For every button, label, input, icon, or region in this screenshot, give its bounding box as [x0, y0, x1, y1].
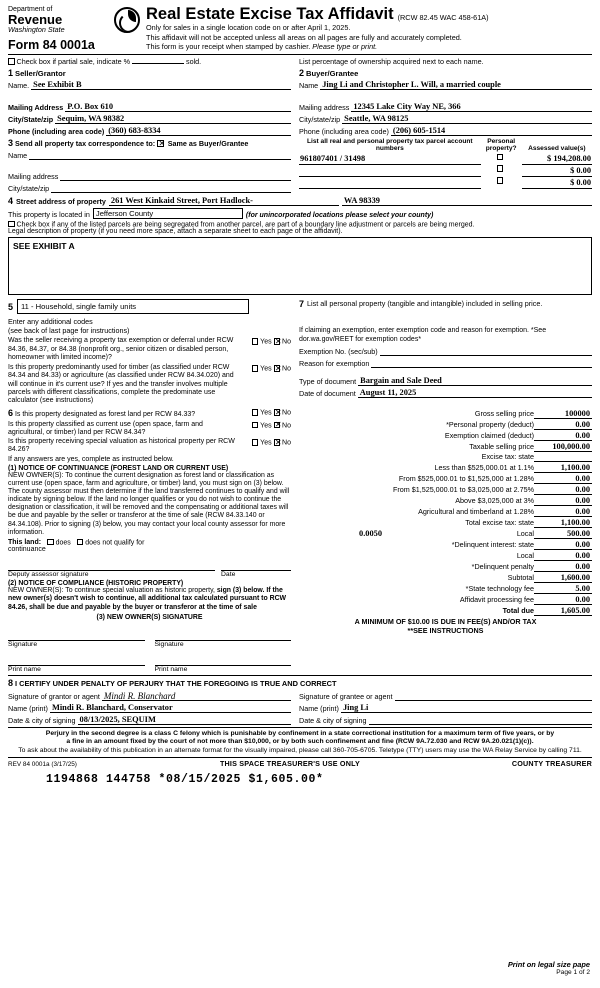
street-zip-input[interactable]: WA 98339	[342, 196, 592, 206]
money-label-1: *Personal property (deduct)	[446, 419, 534, 429]
table-row	[299, 561, 592, 572]
header-sub-3b: Please type or print.	[312, 41, 378, 51]
dept-line-3: Washington State	[8, 25, 65, 35]
historic-yes-checkbox[interactable]	[252, 439, 259, 446]
section-1-heading: Seller/Grantor	[15, 68, 66, 78]
section-8-certification	[8, 675, 592, 725]
table-row	[299, 484, 592, 495]
footer-block	[508, 960, 590, 976]
assessed-value-3[interactable]: $ 0.00	[522, 176, 592, 188]
new-owner-signature-1-label: Signature	[8, 640, 38, 648]
parcel-table	[299, 138, 592, 189]
table-row	[299, 528, 592, 539]
partial-sale-checkbox[interactable]	[8, 58, 15, 65]
see-instructions-note: **SEE INSTRUCTIONS	[407, 626, 484, 636]
same-as-buyer-checkbox[interactable]: ✕	[158, 139, 166, 149]
grantor-date-label: Date & city of signing	[8, 715, 76, 725]
buyer-name-label: Name	[299, 80, 319, 90]
money-label-17: Affidavit processing fee	[459, 594, 534, 604]
forest-land-question: Is this property designated as forest land per RCW 84.33?	[14, 411, 196, 419]
print-legal-note: Print on legal size pape	[507, 960, 590, 969]
document-date-input[interactable]: August 11, 2025	[358, 388, 592, 398]
deputy-assessor-date-input[interactable]	[221, 559, 291, 571]
use-code-note-1: Enter any additional codes	[8, 317, 93, 327]
perjury-line-1a: Perjury in the second degree is a class C felony which is punishable by confinement in a state correctional institution for a maximum term of five years, or by	[45, 729, 555, 737]
table-row	[299, 473, 592, 484]
buyer-city-input[interactable]: Seattle, WA 98125	[342, 114, 592, 124]
street-address-label: Street address of property	[16, 196, 106, 206]
buyer-name-input[interactable]: Jing Li and Christopher L. Will, a married couple	[320, 80, 592, 90]
corr-name-input[interactable]	[29, 150, 291, 160]
money-value-11[interactable]: 500.00	[534, 528, 592, 539]
notice-continuance-title: (1) NOTICE OF CONTINUANCE (FOREST LAND OR CURRENT USE)	[8, 464, 229, 472]
notice-compliance-body-a: NEW OWNER(S): To continue special valuation as historic property,	[8, 587, 217, 595]
this-land-label: This land:	[8, 538, 42, 546]
money-value-0[interactable]: 100000	[534, 408, 592, 419]
seller-phone-label: Phone (including area code)	[8, 126, 105, 136]
section-4-street-address	[8, 196, 592, 296]
continuance-word: continuance	[8, 546, 46, 554]
dept-line-2: Revenue	[8, 12, 63, 28]
section-3-heading: Send all property tax correspondence to:	[15, 138, 156, 148]
table-row	[299, 164, 592, 176]
legal-description-note: Legal description of property (if you need more space, attach a separate sheet to each page of the affidavit).	[8, 228, 343, 236]
ownership-note: List percentage of ownership acquired next to each name.	[299, 56, 484, 66]
corr-city-label: City/state/zip	[8, 183, 50, 193]
land-does-checkbox[interactable]	[47, 539, 54, 546]
forest-land-no-checkbox[interactable]: ✕	[274, 408, 282, 418]
grantor-signature-label: Signature of grantor or agent	[8, 691, 100, 701]
located-in-note: (for unincorporated locations please select your county)	[245, 211, 434, 219]
money-value-6[interactable]: 0.00	[534, 473, 592, 484]
new-owner-print-1-input[interactable]	[8, 654, 145, 666]
deputy-assessor-signature-label: Deputy assessor signature	[8, 571, 89, 579]
treasurer-stamp: 1194868 144758 *08/15/2025 $1,605.00*	[46, 773, 324, 787]
deputy-assessor-signature-input[interactable]	[8, 559, 215, 571]
money-value-17[interactable]: 0.00	[534, 594, 592, 605]
exemption-instruction: If claiming an exemption, enter exemption code and reason for exemption. *See dor.wa.gov/REET for exemption codes*	[299, 327, 547, 343]
land-not-qualify-checkbox[interactable]	[77, 539, 84, 546]
table-row	[299, 419, 592, 430]
parcel-number-3[interactable]	[299, 176, 481, 188]
money-label-13: Local	[516, 550, 534, 560]
grantor-signature-input[interactable]: Mindi R. Blanchard	[102, 691, 291, 701]
section-1-number: 1	[8, 67, 14, 78]
current-use-question: Is this property classified as current use (open space, farm and agricultural, or timber) land per RCW 84.34?	[8, 420, 203, 436]
notice-compliance-body-b: sign (3) below. If the new owner(s) doesn't wish to continue, all additional tax calculated pursuant to RCW 84.26, shall be due and payable by the buyer or transferor at the time of sale	[8, 587, 287, 611]
section-4-number: 4	[8, 195, 14, 206]
land-not-qualify-label: does not qualify for	[85, 539, 145, 547]
timber-agriculture-question: Is this property predominantly used for timber (as classified under RCW 84.34 and 84.33) or agriculture (as classified under RCW 84.34.020) and will continue in it's current use? If yes and the transfer involves multiple parcels with different classifications, complete the predominate use calculator (see instructions)	[8, 364, 234, 405]
money-value-5[interactable]: 1,100.00	[534, 462, 592, 473]
perjury-line-2: To ask about the availability of this publication in an alternate format for the visually impaired, please call 360-705-6705. Teletype (TTY) users may use the WA Relay Service by calling 711.	[18, 747, 582, 755]
section-7-personal-property	[295, 299, 592, 405]
timber-ag-yes-checkbox[interactable]	[252, 365, 259, 372]
grantee-print-label: Name (print)	[299, 703, 339, 713]
buyer-city-label: City/state/zip	[299, 114, 341, 124]
section-2-buyer	[295, 68, 592, 136]
exemption-reason-label: Reason for exemption	[299, 359, 370, 369]
table-row	[299, 430, 592, 441]
money-label-15: Subtotal	[507, 572, 534, 582]
exemption-number-label: Exemption No. (sec/sub)	[299, 347, 378, 357]
form-header	[8, 6, 592, 55]
new-owner-signature-1-input[interactable]	[8, 629, 145, 641]
table-row	[299, 550, 592, 561]
current-use-no-checkbox[interactable]: ✕	[274, 420, 282, 430]
money-label-4: Excise tax: state	[481, 452, 534, 462]
dept-line-1: Department of	[8, 6, 53, 13]
notice-continuance-body: NEW OWNER(S): To continue the current designation as forest land or classification as current use (open space, farm and agriculture, or timber) land, you must sign on (3) below. The county assessor must then determine if the land transferred continues to qualify and will indicate by signing below. If the land no longer qualifies or you do not wish to continue the designation or classification, it will be removed and the compensating or additional taxes will be due and payable by the seller or transferor at the time of sale (RCW 84.33.140 or 84.34.108). Prior to signing (3) below, you may contact your local county assessor for more information.	[8, 471, 290, 536]
money-label-12: *Delinquent interest: state	[451, 539, 534, 549]
grantor-date-input[interactable]: 08/13/2025, SEQUIM	[78, 715, 291, 725]
partial-sale-row	[8, 57, 291, 66]
new-owner-signature-2-input[interactable]	[155, 629, 292, 641]
exemption-deferral-question: Was the seller receiving a property tax exemption or deferral under RCW 84.36, 84.37, or 84.38 (nonprofit org., senior citizen or disabled person, homeowner with limited income)?	[8, 337, 234, 361]
money-label-2: Exemption claimed (deduct)	[444, 430, 534, 440]
new-owner-print-2-label: Print name	[154, 665, 188, 673]
parcel-col-header-1: List all real and personal property tax parcel account numbers	[307, 137, 473, 152]
personal-property-checkbox-2[interactable]	[497, 165, 504, 172]
legal-description-box[interactable]: SEE EXHIBIT A	[8, 237, 592, 295]
money-value-13[interactable]: 0.00	[534, 550, 592, 561]
table-row	[299, 176, 592, 188]
section-6-continuance: 6 Is this property designated as forest land per RCW 84.33? Yes ✕ No Is this property classified as current use (open space, farm and agricultural, or timber) land per RCW 84.34? Yes ✕ No Is this property receiving special valuation as historical property per RCW 84.26? Yes ✕ No If any answers are yes, complete as instructed below. (1) NOTICE OF CONTINUANCE (FOREST LAND OR CURRENT USE) NEW OWNER(S): To continue the current designation as forest land or classification as current use (open space, farm and agriculture, or timber) land, you must sign on (3) below. The county assessor must then determine if the land transferred continues to qualify and will indicate by signing below. If the land no longer qualifies or you do not wish to continue the designation or classification, it will be removed and the compensating or additional taxes will be due and payable by the seller or transferor at the time of sale (RCW 84.33.140 or 84.34.108). Prior to signing (3) below, you may contact your local county assessor for more information. This land: does does not qualify for continuance Deputy assessor signature Date (2) NOTICE OF COMPLIANCE (HISTORIC PROPERTY) NEW OWNER(S): To continue special valuation as historic property, sign (3) below. If the new owner(s) doesn't wish to continue, all additional tax calculated pursuant to RCW 84.26, shall be due and payable by the buyer or transferor at the time of sale (3) NEW OWNER(S) SIGNATURE Signature Signature Print name Print name	[8, 408, 291, 673]
corr-mailing-input[interactable]	[60, 171, 291, 181]
segregated-parcels-label: Check box if any of the listed parcels are being segregated from another parcel, are part of a boundary line adjustment or parcels are being merged.	[16, 221, 475, 229]
land-use-code-select[interactable]: 11 - Household, single family units	[17, 299, 249, 314]
money-label-0: Gross selling price	[474, 409, 534, 419]
section-8-number: 8	[8, 677, 14, 688]
money-value-2[interactable]: 0.00	[534, 430, 592, 441]
use-code-note-2: (see back of last page for instructions)	[8, 326, 130, 336]
money-label-3: Taxable selling price	[469, 441, 534, 451]
grantee-signature-input[interactable]	[395, 691, 592, 701]
table-row	[299, 452, 592, 462]
exemption-reason-input[interactable]	[371, 358, 592, 368]
money-value-12[interactable]: 0.00	[534, 539, 592, 550]
money-value-15[interactable]: 1,600.00	[534, 572, 592, 583]
table-row	[299, 506, 592, 517]
header-sub-2: This affidavit will not be accepted unless all areas on all pages are fully and accurately completed.	[146, 32, 462, 42]
exemption-deferral-no-checkbox[interactable]: ✕	[274, 337, 282, 347]
exemption-number-input[interactable]	[380, 346, 592, 356]
table-row	[299, 462, 592, 473]
money-value-16[interactable]: 5.00	[534, 583, 592, 594]
money-label-18: Total due	[502, 605, 534, 615]
dor-logo-icon	[114, 7, 140, 33]
table-row	[299, 441, 592, 452]
assessed-value-1[interactable]: $ 194,208.00	[522, 153, 592, 165]
perjury-block	[8, 727, 592, 755]
page-number: Page 1 of 2	[556, 969, 590, 976]
county-select[interactable]: Jefferson County	[93, 208, 243, 219]
tax-computation-block	[295, 408, 592, 672]
land-does-label: does	[55, 539, 71, 547]
section-7-heading: List all personal property (tangible and intangible) included in selling price.	[307, 299, 543, 309]
land-not-qualify-option[interactable]	[77, 539, 145, 547]
minimum-due-note: A MINIMUM OF $10.00 IS DUE IN FEE(S) AND/OR TAX	[354, 617, 537, 627]
grantor-print-label: Name (print)	[8, 703, 48, 713]
table-row	[299, 594, 592, 605]
corr-city-input[interactable]	[51, 183, 291, 193]
money-label-5: Less than $525,000.01 at 1.1%	[434, 462, 534, 472]
segregated-parcels-checkbox[interactable]	[8, 221, 15, 228]
local-rate-value: 0.0050	[359, 528, 383, 538]
document-type-label: Type of document	[299, 377, 357, 387]
table-row	[299, 153, 592, 165]
new-owner-signature-title: (3) NEW OWNER(S) SIGNATURE	[96, 613, 203, 621]
money-value-7[interactable]: 0.00	[534, 484, 592, 495]
grantee-print-input[interactable]: Jing Li	[341, 703, 592, 713]
section-6-note: If any answers are yes, complete as instructed below.	[8, 455, 174, 463]
exemption-deferral-yes-checkbox[interactable]	[252, 338, 259, 345]
buyer-phone-label: Phone (including area code)	[299, 126, 389, 136]
deputy-assessor-date-label: Date	[221, 571, 236, 579]
grantee-date-input[interactable]	[369, 715, 592, 725]
partial-sale-label-after: sold.	[185, 56, 202, 66]
county-treasurer-label: COUNTY TREASURER	[511, 759, 592, 769]
title-block	[140, 6, 592, 51]
form-number: Form 84 0001a	[8, 37, 95, 52]
seller-city-input[interactable]: Sequim, WA 98382	[55, 114, 291, 124]
grantee-signature-label: Signature of grantee or agent	[299, 691, 393, 701]
seller-name-input[interactable]: See Exhibit B	[31, 80, 291, 90]
buyer-mailing-input[interactable]: 12345 Lake City Way NE, 366	[351, 102, 592, 112]
agency-block	[8, 6, 140, 52]
historic-property-question: Is this property receiving special valuation as historical property per RCW 84.26?	[8, 438, 235, 454]
treasurer-block	[8, 757, 592, 786]
header-sub-3a: This form is your receipt when stamped by cashier.	[146, 41, 313, 51]
table-row	[299, 539, 592, 550]
section-6-number: 6	[8, 408, 14, 419]
grantor-print-input[interactable]: Mindi R. Blanchard, Conservator	[50, 703, 291, 713]
seller-mailing-input[interactable]: P.O. Box 610	[65, 102, 291, 112]
partial-sale-percent-input[interactable]	[132, 63, 184, 64]
section-3-number: 3	[8, 137, 14, 148]
table-row	[299, 517, 592, 528]
parcel-number-2[interactable]	[299, 164, 481, 176]
money-label-14: *Delinquent penalty	[471, 561, 534, 571]
assessed-value-2[interactable]: $ 0.00	[522, 164, 592, 176]
new-owner-print-2-input[interactable]	[155, 654, 292, 666]
table-row	[299, 408, 592, 419]
seller-mailing-label: Mailing Address	[8, 102, 64, 112]
current-use-yes-checkbox[interactable]	[252, 422, 259, 429]
corr-mailing-label: Mailing address	[8, 171, 59, 181]
section-5-use-code	[8, 299, 295, 405]
certification-text: I CERTIFY UNDER PENALTY OF PERJURY THAT THE FOREGOING IS TRUE AND CORRECT	[15, 678, 337, 688]
personal-property-checkbox-1[interactable]	[497, 154, 504, 161]
historic-no-checkbox[interactable]: ✕	[274, 437, 282, 447]
land-does-option[interactable]	[47, 539, 71, 547]
forest-land-yes-checkbox[interactable]	[252, 409, 259, 416]
section-1-seller	[8, 68, 295, 136]
section-2-number: 2	[299, 67, 305, 78]
section-2-heading: Buyer/Grantee	[306, 68, 359, 78]
money-value-4[interactable]	[534, 452, 592, 462]
same-as-buyer-label: Same as Buyer/Grantee	[167, 138, 249, 148]
money-label-7: From $1,525,000.01 to $3,025,000 at 2.75%	[392, 484, 534, 494]
money-label-8: Above $3,025,000 at 3%	[455, 495, 534, 505]
money-label-10: Total excise tax: state	[465, 517, 534, 527]
section-5-number: 5	[8, 301, 14, 312]
timber-agriculture-answer[interactable]: Yes ✕ No	[243, 364, 291, 373]
table-row	[299, 583, 592, 594]
money-value-3[interactable]: 100,000.00	[534, 441, 592, 452]
money-label-9: Agricultural and timberland at 1.28%	[418, 506, 534, 516]
money-label-6: From $525,000.01 to $1,525,000 at 1.28%	[398, 473, 534, 483]
treasurer-space-label: THIS SPACE TREASURER'S USE ONLY	[219, 759, 361, 769]
tax-computation-table	[299, 408, 592, 616]
money-value-18[interactable]: 1,605.00	[534, 605, 592, 616]
exemption-deferral-answer[interactable]: Yes ✕ No	[243, 337, 291, 346]
parcel-table-block	[295, 138, 592, 193]
seller-city-label: City/State/zip	[8, 114, 54, 124]
grantee-date-label: Date & city of signing	[299, 715, 367, 725]
corr-name-label: Name	[8, 150, 28, 160]
parcel-col-header-3: Assessed value(s)	[528, 144, 586, 152]
money-label-11: Local	[516, 528, 534, 538]
buyer-phone-input[interactable]: (206) 605-1514	[391, 126, 592, 136]
document-type-input[interactable]: Bargain and Sale Deed	[358, 376, 592, 386]
new-owner-print-1-label: Print name	[8, 665, 41, 673]
revision-line: REV 84 0001a (3/17/25)	[8, 761, 77, 769]
section-3-tax-correspondence	[8, 138, 295, 193]
new-owner-signature-2-label: Signature	[154, 640, 184, 648]
seller-name-label: Name.	[8, 80, 30, 90]
section-7-number: 7	[299, 299, 305, 310]
table-row	[299, 605, 592, 616]
street-address-input[interactable]: 261 West Kinkaid Street, Port Hadlock-	[109, 196, 339, 206]
money-label-16: *State technology fee	[465, 583, 534, 593]
parcel-col-header-2: Personal property?	[485, 137, 517, 152]
parcel-number-1[interactable]: 961807401 / 31498	[299, 153, 481, 165]
notice-compliance-title: (2) NOTICE OF COMPLIANCE (HISTORIC PROPERTY)	[8, 580, 184, 588]
personal-property-checkbox-3[interactable]	[497, 177, 504, 184]
partial-sale-label: Check box if partial sale, indicate %	[16, 56, 130, 66]
money-value-9[interactable]: 0.00	[534, 506, 592, 517]
title-rcw-ref: (RCW 82.45 WAC 458-61A)	[397, 13, 489, 23]
money-value-14[interactable]: 0.00	[534, 561, 592, 572]
timber-ag-no-checkbox[interactable]: ✕	[274, 363, 282, 373]
located-in-label: This property is located in	[8, 209, 90, 219]
money-value-8[interactable]: 0.00	[534, 495, 592, 506]
money-value-10[interactable]: 1,100.00	[534, 517, 592, 528]
table-row	[299, 495, 592, 506]
page-title: Real Estate Excise Tax Affidavit	[146, 5, 394, 23]
document-date-label: Date of document	[299, 389, 356, 399]
perjury-line-1b: a fine in an amount fixed by the court of not more than $10,000, or by both such confinement and fine (RCW 9A.72.030 and RCW 9A.20.021(1)(c)).	[66, 737, 534, 745]
header-sub-1: Only for sales in a single location code on or after April 1, 2025.	[146, 23, 351, 33]
table-row	[299, 572, 592, 583]
money-value-1[interactable]: 0.00	[534, 419, 592, 430]
buyer-mailing-label: Mailing address	[299, 102, 350, 112]
seller-phone-input[interactable]: (360) 683-8334	[106, 126, 291, 136]
